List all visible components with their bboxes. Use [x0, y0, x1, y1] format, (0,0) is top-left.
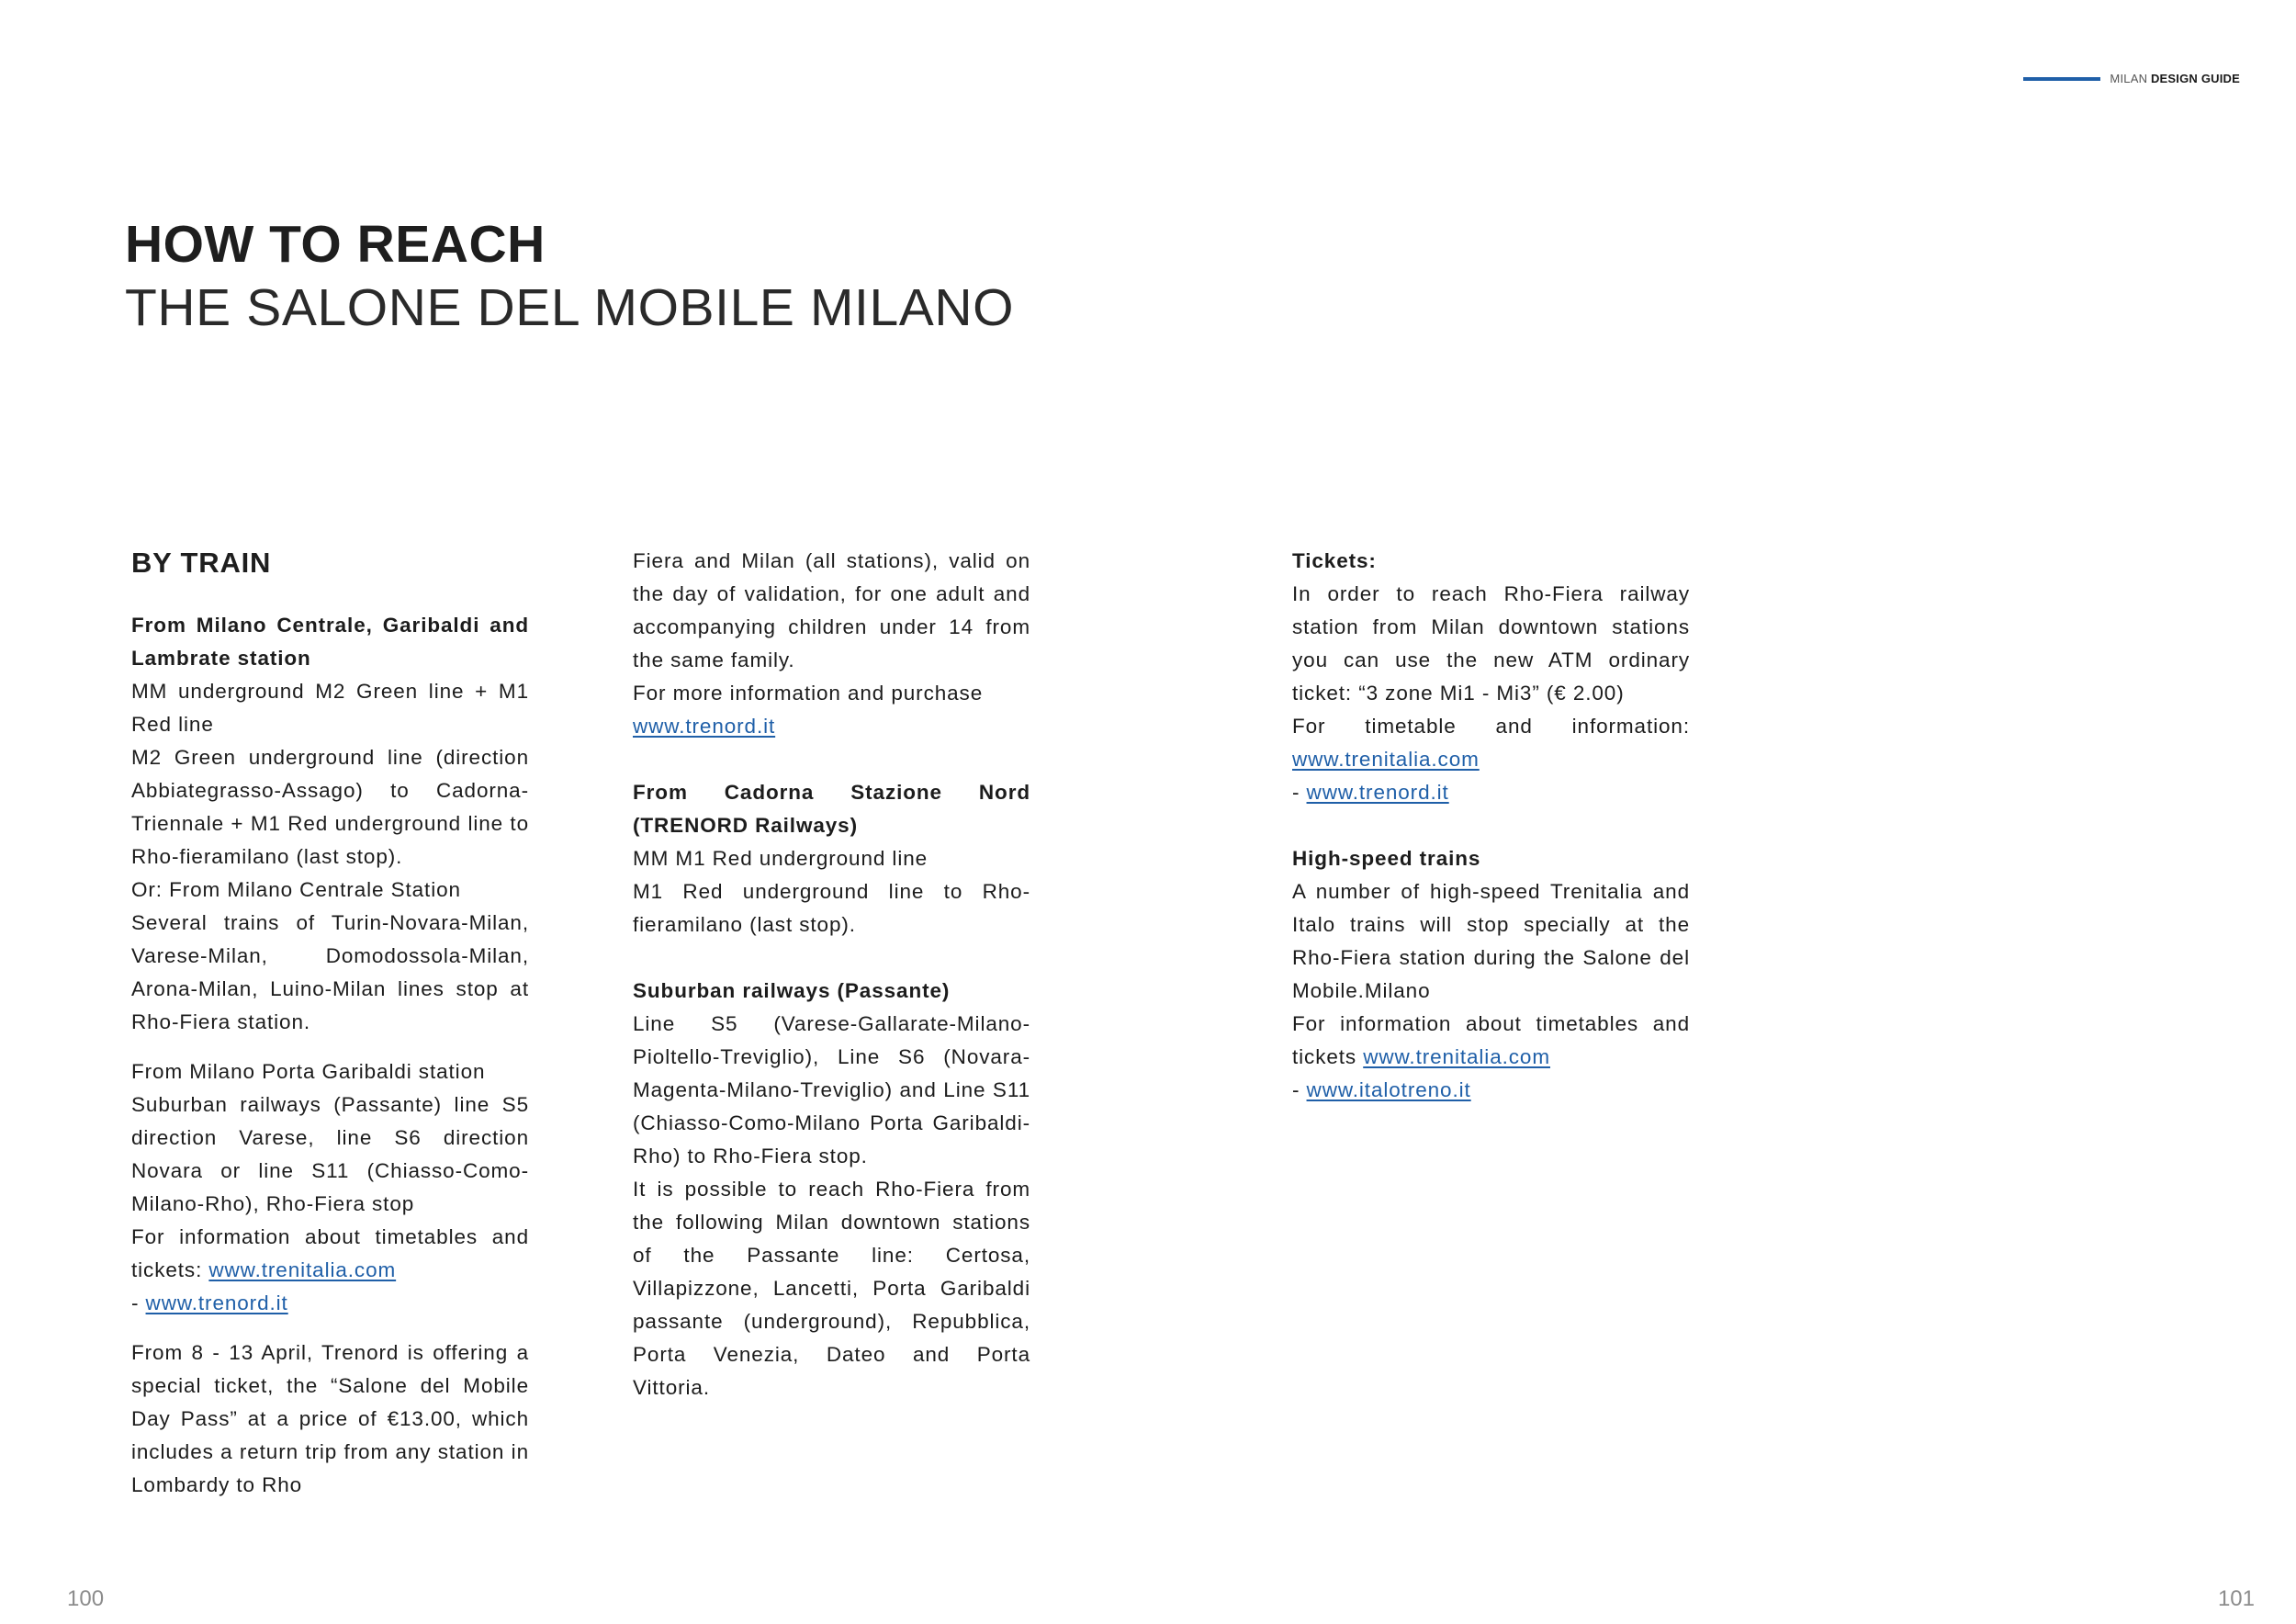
paragraph: A number of high-speed Trenitalia and Italo trains will stop specially at the Rho-Fiera station during the Salone del Mobile.Milano	[1292, 880, 1690, 1002]
paragraph-with-link	[633, 710, 1030, 743]
paragraph: MM underground M2 Green line + M1 Red line	[131, 680, 529, 736]
link-italotreno[interactable]: www.italotreno.it	[1306, 1078, 1471, 1101]
link-trenord[interactable]: www.trenord.it	[633, 715, 776, 738]
subheading-milano-centrale: From Milano Centrale, Garibaldi and Lambrate station	[131, 614, 529, 670]
paragraph: Fiera and Milan (all stations), valid on the day of validation, for one adult and accompanying children under 14 from the same family.	[633, 549, 1030, 671]
dash: -	[1292, 781, 1307, 804]
link-trenord[interactable]: www.trenord.it	[145, 1291, 288, 1314]
page-title: HOW TO REACH	[125, 215, 546, 274]
paragraph-with-links	[131, 1221, 529, 1287]
page-number-right: 101	[2217, 1586, 2255, 1611]
link-trenitalia[interactable]: www.trenitalia.com	[1292, 748, 1480, 771]
link-trenord[interactable]: www.trenord.it	[1306, 781, 1449, 804]
column-3	[1292, 545, 1690, 1107]
paragraph: From 8 - 13 April, Trenord is offering a special ticket, the “Salone del Mobile Day Pass” at a price of €13.00, which includes a return trip from any station in Lombardy to Rho	[131, 1341, 529, 1496]
paragraph: For more information and purchase	[633, 682, 984, 705]
paragraph: Suburban railways (Passante) line S5 direction Varese, line S6 direction Novara or line S11 (Chiasso-Como-Milano-Rho), Rho-Fiera stop	[131, 1093, 529, 1215]
paragraph: From Milano Porta Garibaldi station	[131, 1060, 486, 1083]
dash: -	[1292, 1078, 1307, 1101]
paragraph: Several trains of Turin-Novara-Milan, Varese-Milan, Domodossola-Milan, Arona-Milan, Luino-Milan lines stop at Rho-Fiera station.	[131, 911, 529, 1033]
paragraph-with-links	[131, 1287, 529, 1320]
header-guide: DESIGN GUIDE	[2150, 72, 2240, 85]
paragraph: M1 Red underground line to Rho-fieramilano (last stop).	[633, 880, 1030, 936]
paragraph-with-links	[1292, 1008, 1690, 1074]
section-title: BY TRAIN	[131, 547, 272, 579]
subheading-high-speed: High-speed trains	[1292, 847, 1481, 870]
paragraph: Or: From Milano Centrale Station	[131, 878, 461, 901]
paragraph-text: For information about timetables and tickets:	[131, 1225, 529, 1281]
page-number-left: 100	[67, 1586, 105, 1611]
page-subtitle: THE SALONE DEL MOBILE MILANO	[125, 278, 1015, 337]
link-trenitalia[interactable]: www.trenitalia.com	[208, 1258, 397, 1281]
header-accent-line	[2023, 77, 2100, 81]
paragraph-with-links	[1292, 710, 1690, 776]
link-trenitalia[interactable]: www.trenitalia.com	[1363, 1045, 1550, 1068]
paragraph-text: For information about timetables and tickets	[1292, 1012, 1690, 1068]
column-1	[131, 545, 529, 1502]
subheading-suburban: Suburban railways (Passante)	[633, 979, 951, 1002]
header-brand	[2023, 72, 2240, 85]
paragraph: It is possible to reach Rho-Fiera from the following Milan downtown stations of the Passante line: Certosa, Villapizzone, Lancetti, Porta Garibaldi passante (underground), Repubblica, Porta Venezia, Dateo and Porta Vittoria.	[633, 1178, 1030, 1399]
header-title	[2110, 72, 2240, 85]
page-title-block	[125, 213, 1014, 340]
header-city: MILAN	[2110, 72, 2148, 85]
subheading-cadorna: From Cadorna Stazione Nord (TRENORD Railways)	[633, 781, 1030, 837]
paragraph: In order to reach Rho-Fiera railway station from Milan downtown stations you can use the new ATM ordinary ticket: “3 zone Mi1 - Mi3” (€ 2.00)	[1292, 582, 1690, 705]
column-2	[633, 545, 1030, 1404]
subheading-tickets: Tickets:	[1292, 549, 1377, 572]
paragraph: Line S5 (Varese-Gallarate-Milano-Pioltello-Treviglio), Line S6 (Novara-Magenta-Milano-Treviglio) and Line S11 (Chiasso-Como-Milano Porta Garibaldi- Rho) to Rho-Fiera stop.	[633, 1012, 1030, 1167]
dash: -	[131, 1291, 146, 1314]
paragraph-with-links	[1292, 1074, 1690, 1107]
paragraph-with-links	[1292, 776, 1690, 809]
paragraph: MM M1 Red underground line	[633, 847, 929, 870]
paragraph-text: For timetable and information:	[1292, 715, 1690, 738]
paragraph: M2 Green underground line (direction Abbiategrasso-Assago) to Cadorna-Triennale + M1 Red underground line to Rho-fieramilano (last stop).	[131, 746, 529, 868]
